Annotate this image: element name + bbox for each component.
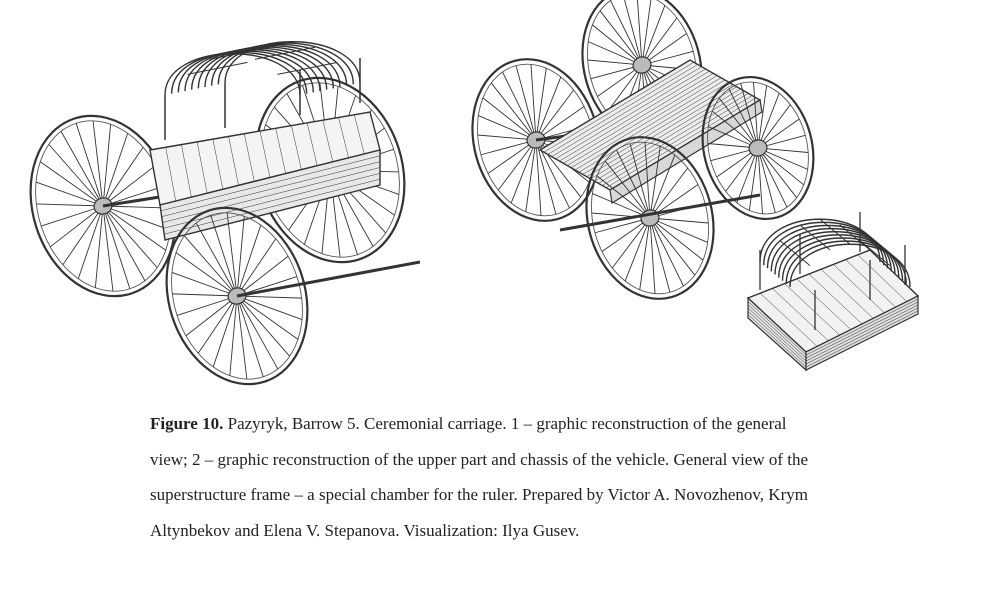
wheel-spoke bbox=[77, 121, 119, 206]
wheel-spoke bbox=[522, 77, 575, 140]
wheel-spoke bbox=[237, 277, 302, 317]
wheel-spoke bbox=[103, 186, 165, 206]
wheel-spoke bbox=[622, 218, 667, 290]
wheel-spoke bbox=[650, 218, 670, 292]
wheel-spoke bbox=[41, 206, 103, 226]
axle bbox=[237, 262, 420, 296]
wheel-spoke bbox=[626, 0, 668, 65]
wheel-spoke bbox=[519, 68, 564, 140]
wheel-spoke bbox=[516, 66, 536, 140]
figure-caption bbox=[150, 406, 810, 548]
wheel-hub bbox=[631, 55, 653, 75]
axle bbox=[560, 195, 760, 230]
wheel-hub bbox=[747, 138, 769, 158]
drawing-general-view bbox=[8, 42, 428, 390]
drawing-superstructure-frame bbox=[748, 212, 918, 370]
wheel-spoke bbox=[172, 275, 237, 315]
caption-text: Pazyryk, Barrow 5. Ceremonial carriage. 1 – graphic reconstruction of the general view; 2 – graphic reconstruction of the upper part and chassis of the vehicle. General view of the superstructure frame – a special chamber for the ruler. Prepared by Victor A. Novozhenov, Krym Altynbekov and Elena V. Stepanova. Visualization: Ilya Gusev. bbox=[150, 414, 809, 540]
canopy-rib bbox=[780, 241, 810, 266]
wheel-spoke bbox=[36, 185, 103, 226]
wheel-spoke bbox=[221, 296, 262, 379]
wheel-spoke bbox=[734, 148, 773, 210]
wheel-spoke bbox=[87, 206, 129, 291]
canopy-rib bbox=[188, 62, 248, 74]
wheel-spoke bbox=[611, 218, 664, 281]
wheel-spoke bbox=[725, 148, 771, 203]
wheel-spoke bbox=[478, 103, 536, 153]
wheel-hub bbox=[639, 208, 661, 228]
caption-label: Figure 10. bbox=[150, 414, 224, 433]
drawing-chassis-view bbox=[455, 0, 829, 313]
wheel-spoke bbox=[629, 5, 679, 65]
